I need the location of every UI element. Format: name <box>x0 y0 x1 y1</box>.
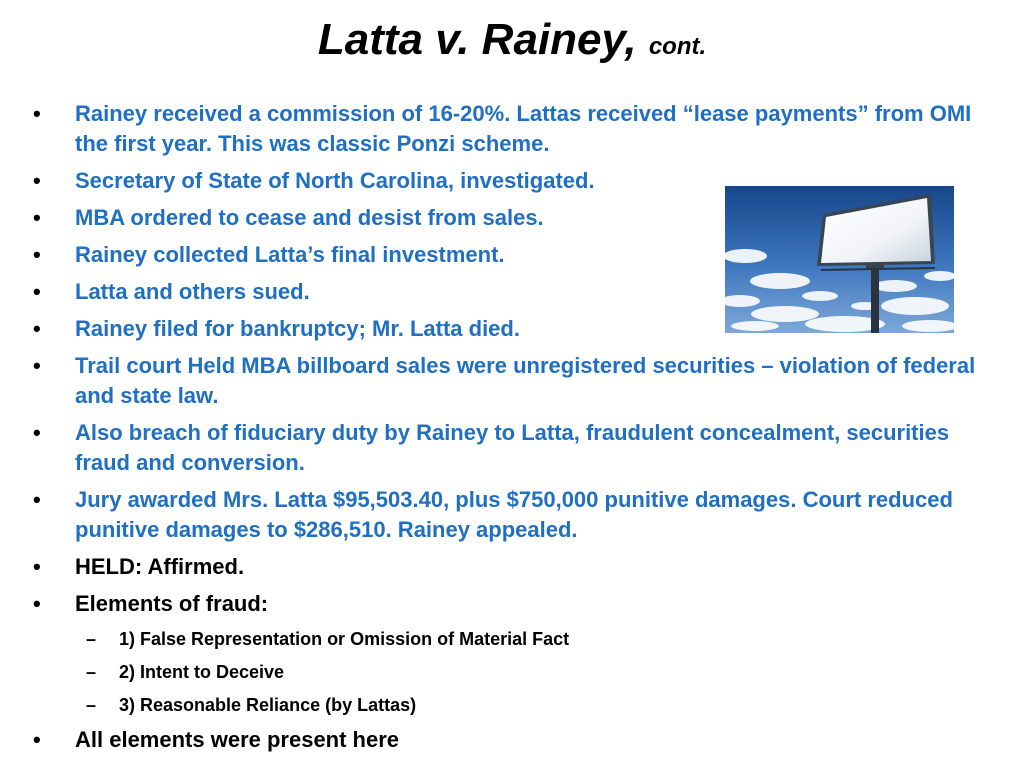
sub-item-text: 2) Intent to Deceive <box>119 662 285 682</box>
dash-marker: – <box>86 629 97 649</box>
bullet-marker: • <box>33 168 41 193</box>
bullet-text: Secretary of State of North Carolina, investigated. <box>75 168 595 193</box>
dash-marker: – <box>86 662 97 682</box>
bullet-fiduciary-duty <box>0 418 1024 478</box>
sub-item-reasonable-reliance <box>0 692 1024 718</box>
slide-title <box>0 10 1024 77</box>
bullet-marker: • <box>33 242 41 267</box>
bullet-marker: • <box>33 353 41 378</box>
bullet-text: Trail court Held MBA billboard sales were unregistered securities – violation of federal and state law. <box>75 353 976 408</box>
billboard-photo <box>725 186 954 333</box>
bullet-text: Jury awarded Mrs. Latta $95,503.40, plus $750,000 punitive damages. Court reduced punitive damages to $286,510. Rainey appealed. <box>75 487 953 542</box>
bullet-text: Rainey received a commission of 16-20%. Lattas received “lease payments” from OMI the first year. This was classic Ponzi scheme. <box>75 101 972 156</box>
sub-item-text: 3) Reasonable Reliance (by Lattas) <box>119 695 417 715</box>
bullet-marker: • <box>33 101 41 126</box>
bullet-marker: • <box>33 205 41 230</box>
sub-item-text: 1) False Representation or Omission of Material Fact <box>119 629 570 649</box>
bullet-text: HELD: Affirmed. <box>75 554 245 579</box>
bullet-held <box>0 552 1024 582</box>
bullet-text: Latta and others sued. <box>75 279 310 304</box>
bullet-text: Also breach of fiduciary duty by Rainey to Latta, fraudulent concealment, securities fraud and conversion. <box>75 420 950 475</box>
title-main: Latta v. Rainey, <box>317 15 637 64</box>
dash-marker: – <box>86 695 97 715</box>
bullet-marker: • <box>33 487 41 512</box>
sub-item-intent-to-deceive <box>0 659 1024 685</box>
bullet-jury-award <box>0 485 1024 545</box>
bullet-marker: • <box>33 420 41 445</box>
bullet-commission <box>0 99 1024 159</box>
bullet-marker: • <box>33 554 41 579</box>
bullet-text: Rainey collected Latta’s final investment. <box>75 242 505 267</box>
bullet-text: MBA ordered to cease and desist from sales. <box>75 205 544 230</box>
bullet-marker: • <box>33 591 41 616</box>
bullet-trial-court <box>0 351 1024 411</box>
bullet-text: Elements of fraud: <box>75 591 269 616</box>
bullet-all-elements-present <box>0 725 1024 755</box>
bullet-marker: • <box>33 727 41 752</box>
bullet-marker: • <box>33 316 41 341</box>
bullet-marker: • <box>33 279 41 304</box>
bullet-elements-of-fraud <box>0 589 1024 619</box>
title-suffix: cont. <box>648 33 707 60</box>
bullet-text: All elements were present here <box>75 727 400 752</box>
bullet-text: Rainey filed for bankruptcy; Mr. Latta died. <box>75 316 520 341</box>
sub-item-false-representation <box>0 626 1024 652</box>
